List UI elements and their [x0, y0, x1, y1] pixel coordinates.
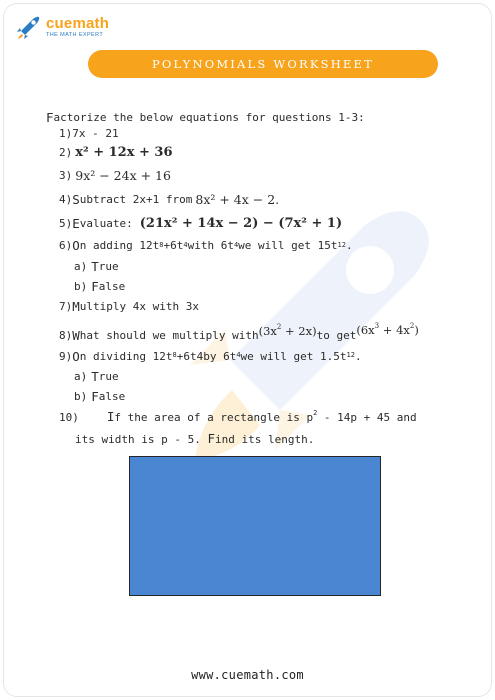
question-6: 6) O n adding 12t $^8$ +6t $^4$ with 6t $^4$ we will get 15t $^{12}$ . [59, 238, 353, 253]
question-4: 4) S ubtract 2x+1 from 8x² + 4x − 2. [59, 191, 280, 207]
expression-target: $(6x^3 + 4x^2)$ [356, 322, 419, 337]
rectangle-figure [129, 456, 381, 596]
cuemath-logo [16, 14, 109, 40]
expression-multiplier: $(3x^2 + 2x)$ [258, 323, 317, 338]
logo-tagline: THE MATH EXPERT [46, 31, 104, 38]
question-6-option-b[interactable]: b) F alse [74, 278, 126, 294]
question-5: 5) E valuate: (21x² + 14x − 2) − (7x² + 1) [59, 215, 343, 231]
question-7: 7) M ultiply 4x with 3x [59, 298, 199, 314]
footer-url[interactable]: www.cuemath.com [191, 668, 304, 682]
question-10: 10) If the area of a rectangle is $p^2 - 14p + 45$ and its width is p - 5. Find its length. [59, 409, 417, 446]
rocket-logo-icon [16, 14, 42, 40]
question-9-option-a[interactable]: a) T rue [74, 368, 119, 384]
question-9: 9) O n dividing 12t $^8$ +6t4by 6t $^4$ we will get 1.5t $^{12}$ . [59, 348, 362, 364]
question-8: 8) W hat should we multiply with $(3x^2 + 2x)$ to get $(6x^3 + 4x^2)$ [59, 322, 419, 343]
instructions: F actorize the below equations for questions 1-3: [46, 109, 365, 125]
question-1: 1) 7x - 21 [59, 126, 119, 140]
question-6-option-a[interactable]: a) T rue [74, 258, 119, 274]
questions [46, 109, 456, 450]
question-2: 2) x² + 12x + 36 [59, 145, 173, 160]
worksheet-title-banner [88, 50, 438, 78]
question-9-option-b[interactable]: b) F alse [74, 388, 126, 404]
question-3: 3) 9x² − 24x + 16 [59, 168, 171, 183]
worksheet-title: POLYNOMIALS WORKSHEET [151, 57, 374, 71]
logo-name: cuemath [46, 14, 110, 32]
